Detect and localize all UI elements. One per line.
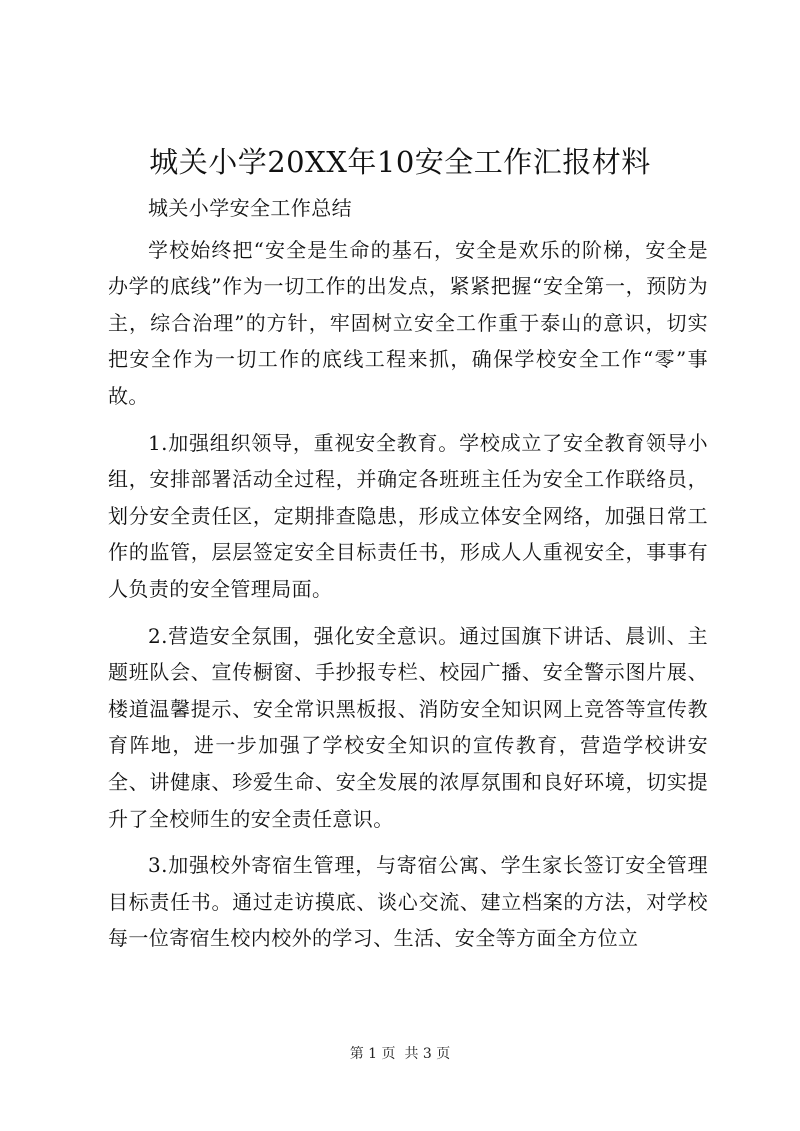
body-paragraph-intro: 学校始终把“安全是生命的基石，安全是欢乐的阶梯，安全是办学的底线”作为一切工作的出发点，紧紧把握“安全第一，预防为主，综合治理”的方针，牢固树立安全工作重于泰山的意识，切实把安全作为一切工作的底线工程来抓，确保学校安全工作“零”事故。 xyxy=(108,237,708,408)
body-paragraph-1: 1.加强组织领导，重视安全教育。学校成立了安全教育领导小组，安排部署活动全过程，并确定各班班主任为安全工作联络员，划分安全责任区，定期排查隐患，形成立体安全网络，加强日常工作的监管，层层签定安全目标责任书，形成人人重视安全，事事有人负责的安全管理局面。 xyxy=(108,430,708,601)
document-title: 城关小学20XX年10安全工作汇报材料 xyxy=(149,145,651,179)
document-subtitle: 城关小学安全工作总结 xyxy=(148,196,352,220)
document-body xyxy=(108,190,708,967)
page-footer xyxy=(0,1044,800,1064)
page-number-label: 第 1 页 共 3 页 xyxy=(349,1046,451,1062)
body-paragraph-3: 3.加强校外寄宿生管理，与寄宿公寓、学生家长签订安全管理目标责任书。通过走访摸底、谈心交流、建立档案的方法，对学校每一位寄宿生校内校外的学习、生活、安全等方面全方位立 xyxy=(108,853,708,951)
body-paragraph-2: 2.营造安全氛围，强化安全意识。通过国旗下讲话、晨训、主题班队会、宣传橱窗、手抄报专栏、校园广播、安全警示图片展、楼道温馨提示、安全常识黑板报、消防安全知识网上竞答等宣传教育阵地，进一步加强了学校安全知识的宣传教育，营造学校讲安全、讲健康、珍爱生命、安全发展的浓厚氛围和良好环境，切实提升了全校师生的安全责任意识。 xyxy=(108,623,708,831)
